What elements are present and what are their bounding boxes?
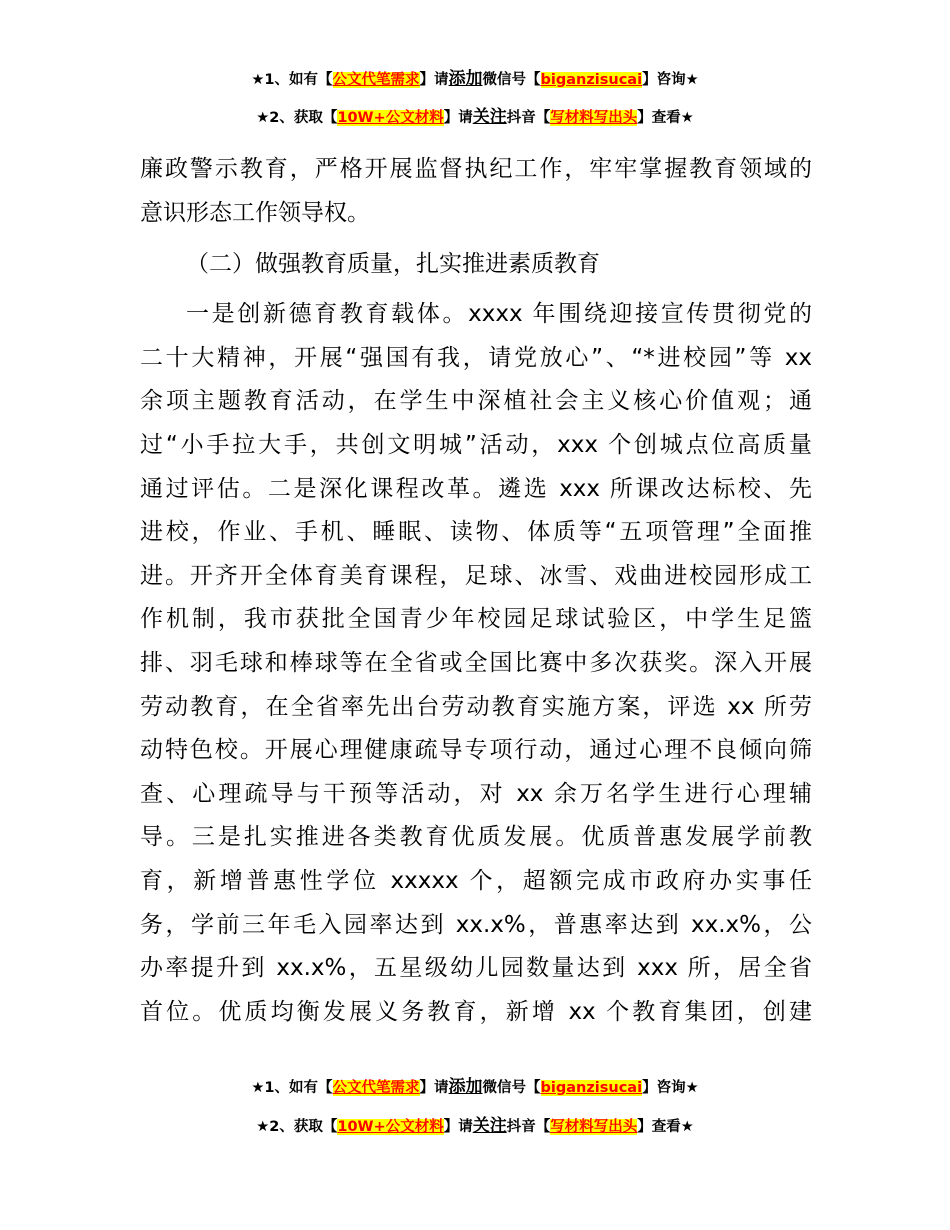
- text-line: 二十大精神，开展“强国有我，请党放心”、“*进校园”等 xx: [140, 344, 812, 371]
- highlight-service: 公文代笔需求: [332, 1080, 420, 1096]
- footer-banner-2: [0, 1116, 950, 1137]
- header-banner-2: [0, 107, 950, 128]
- text-line: 意识形态工作领导权。: [140, 199, 370, 226]
- banner-text: 】请: [419, 72, 449, 88]
- text-line: 办率提升到 xx.x%，五星级幼儿园数量达到 xxx 所，居全省: [140, 955, 812, 982]
- highlight-wechat-id: biganzisucai: [540, 1080, 643, 1096]
- highlight-wechat-id: biganzisucai: [540, 72, 643, 88]
- banner-prefix: ★1、如有【: [251, 1080, 333, 1096]
- banner-suffix: 】查看★: [637, 110, 694, 126]
- footer-banner-1: [0, 1077, 950, 1098]
- highlight-materials: 10W+公文材料: [337, 110, 444, 126]
- paragraph-2: [140, 293, 812, 1034]
- banner-text: 微信号【: [482, 1080, 541, 1096]
- highlight-materials: 10W+公文材料: [337, 1119, 444, 1135]
- banner-text: 】请: [443, 1119, 473, 1135]
- text-line: 作机制，我市获批全国青少年校园足球试验区，中学生足篮: [140, 606, 812, 633]
- highlight-service: 公文代笔需求: [332, 72, 420, 88]
- text-line: 通过评估。二是深化课程改革。遴选 xxx 所课改达标校、先: [140, 475, 812, 502]
- banner-text: 】请: [419, 1080, 449, 1096]
- banner-text: 】请: [443, 110, 473, 126]
- banner-prefix: ★2、获取【: [256, 1119, 338, 1135]
- text-line: 一是创新德育教育载体。xxxx 年围绕迎接宣传贯彻党的: [186, 301, 812, 328]
- text-line: 进。开齐开全体育美育课程，足球、冰雪、戏曲进校园形成工: [140, 562, 812, 589]
- paragraph-1: [140, 148, 812, 235]
- text-line: 劳动教育，在全省率先出台劳动教育实施方案，评选 xx 所劳: [140, 693, 812, 720]
- text-line: 余项主题教育活动，在学生中深植社会主义核心价值观；通: [140, 388, 812, 415]
- text-line: 导。三是扎实推进各类教育优质发展。优质普惠发展学前教: [140, 824, 812, 851]
- text-line: 排、羽毛球和棒球等在全省或全国比赛中多次获奖。深入开展: [140, 649, 812, 676]
- text-line: 务，学前三年毛入园率达到 xx.x%，普惠率达到 xx.x%，公: [140, 911, 812, 938]
- highlight-douyin-id: 写材料写出头: [550, 1119, 638, 1135]
- highlight-douyin-id: 写材料写出头: [550, 110, 638, 126]
- banner-emphasis: 关注: [472, 107, 507, 127]
- section-heading: （二）做强教育质量，扎实推进素质教育: [186, 251, 600, 278]
- banner-prefix: ★1、如有【: [251, 72, 333, 88]
- document-body: [140, 148, 812, 1034]
- banner-suffix: 】咨询★: [642, 1080, 699, 1096]
- text-line: 育，新增普惠性学位 xxxxx 个，超额完成市政府办实事任: [140, 867, 812, 894]
- banner-emphasis: 关注: [472, 1116, 507, 1136]
- banner-text: 抖音【: [506, 1119, 551, 1135]
- text-line: 查、心理疏导与干预等活动，对 xx 余万名学生进行心理辅: [140, 780, 812, 807]
- header-banner-1: [0, 69, 950, 90]
- banner-suffix: 】查看★: [637, 1119, 694, 1135]
- banner-prefix: ★2、获取【: [256, 110, 338, 126]
- banner-emphasis: 添加: [448, 69, 483, 89]
- text-line: 过“小手拉大手，共创文明城”活动，xxx 个创城点位高质量: [140, 431, 812, 458]
- banner-text: 抖音【: [506, 110, 551, 126]
- banner-suffix: 】咨询★: [642, 72, 699, 88]
- banner-emphasis: 添加: [448, 1077, 483, 1097]
- text-line: 廉政警示教育，严格开展监督执纪工作，牢牢掌握教育领域的: [140, 156, 812, 182]
- text-line: 进校，作业、手机、睡眠、读物、体质等“五项管理”全面推: [140, 519, 812, 546]
- text-line: 动特色校。开展心理健康疏导专项行动，通过心理不良倾向筛: [140, 737, 812, 764]
- text-line: 首位。优质均衡发展义务教育，新增 xx 个教育集团，创建: [140, 998, 812, 1025]
- banner-text: 微信号【: [482, 72, 541, 88]
